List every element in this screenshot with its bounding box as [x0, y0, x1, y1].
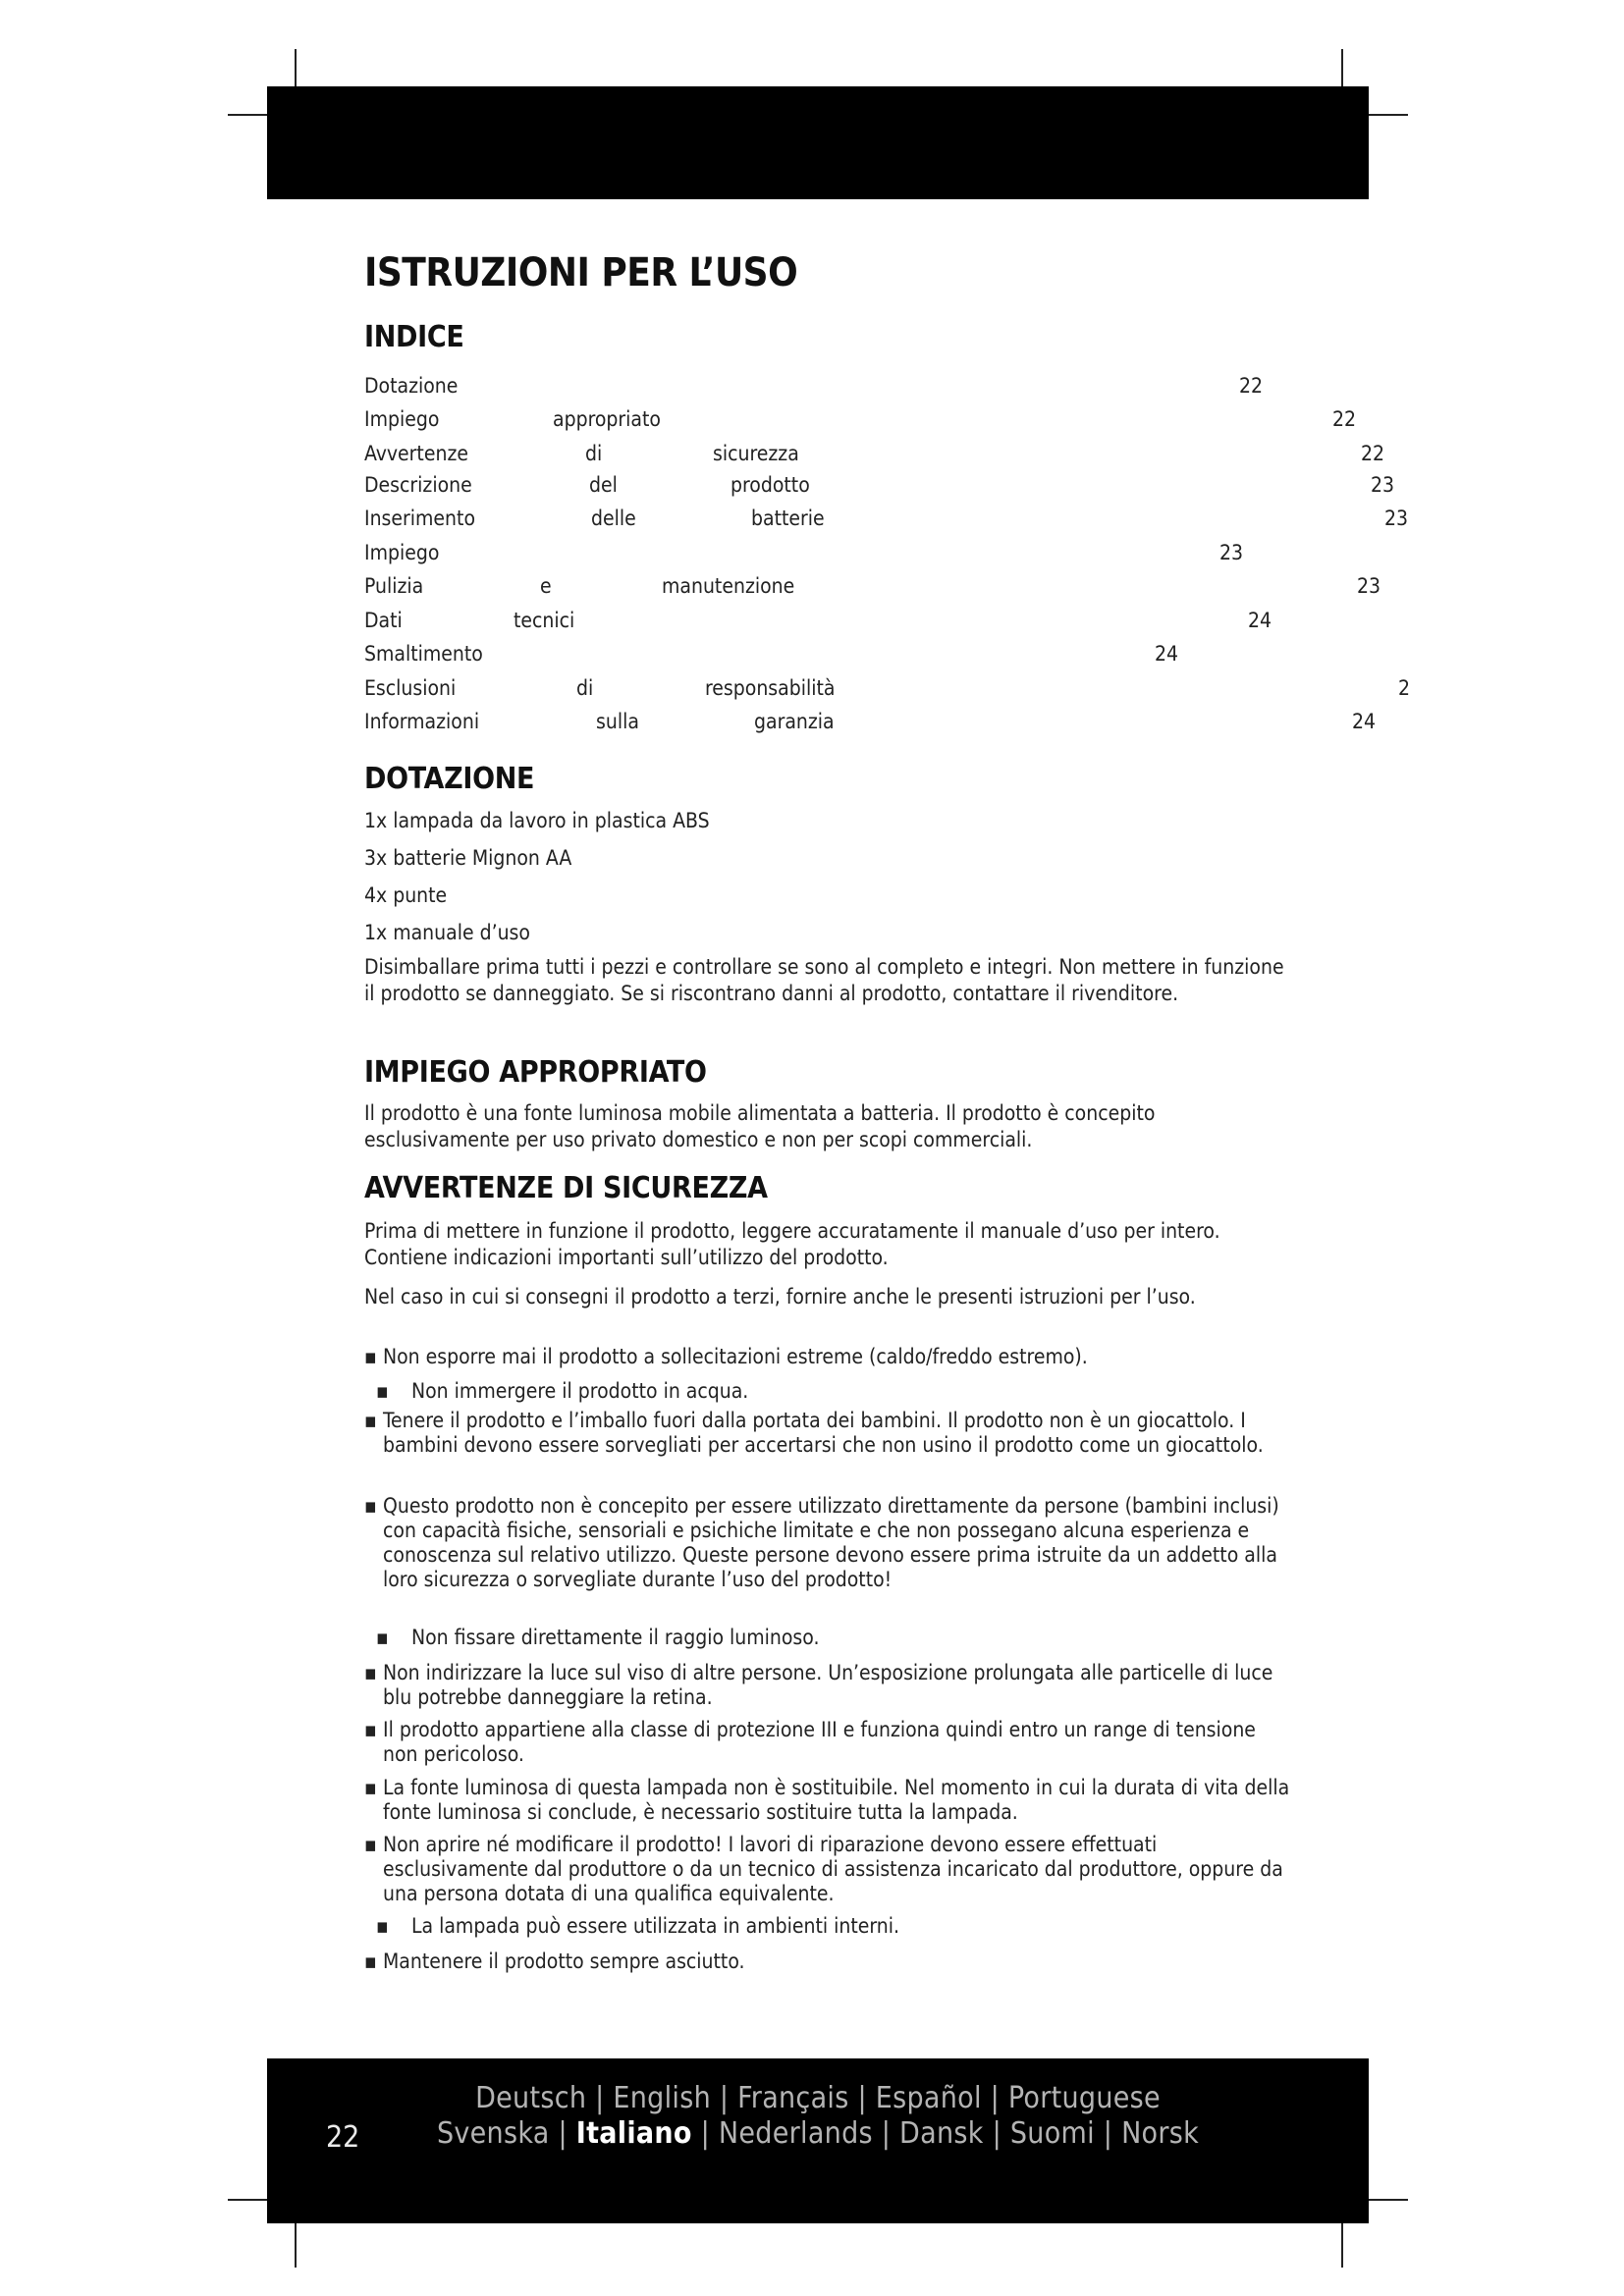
toc-label: Dati — [364, 609, 403, 632]
list-item — [376, 1379, 1295, 1404]
impiego-heading: IMPIEGO APPROPRIATO — [364, 1055, 707, 1090]
language-link-svenska[interactable]: Svenska — [436, 2116, 550, 2151]
toc-page: 22 — [1239, 374, 1264, 398]
toc-label: delle — [591, 507, 636, 530]
toc-row-dati-tecnici[interactable] — [0, 609, 1624, 638]
toc-page: 24 — [1352, 710, 1377, 733]
toc-row-descrizione[interactable] — [0, 473, 1624, 503]
bullet: ▪ — [376, 1379, 389, 1403]
list-item-text: Non immergere il prodotto in acqua. — [411, 1379, 749, 1403]
bullet: ▪ — [376, 1626, 389, 1649]
list-item — [364, 1345, 1296, 1369]
list-item — [364, 1949, 1296, 1974]
list-item: 1x lampada da lavoro in plastica ABS — [364, 809, 710, 832]
language-link-deutsch[interactable]: Deutsch — [475, 2081, 587, 2115]
toc-label: Dotazione — [364, 374, 459, 398]
list-item-text: Non fissare direttamente il raggio luminoso. — [411, 1626, 820, 1649]
toc-page: 24 — [1155, 642, 1179, 666]
list-item — [364, 1409, 1296, 1458]
list-item-text: Il prodotto appartiene alla classe di protezione III e funziona quindi entro un range di tensione non pericoloso. — [383, 1718, 1256, 1766]
language-link-suomi[interactable]: Suomi — [1009, 2116, 1095, 2151]
toc-page: 23 — [1357, 574, 1381, 598]
toc-page: 23 — [1384, 507, 1409, 530]
language-link-english[interactable]: English — [613, 2081, 711, 2115]
language-link-francais[interactable]: Français — [737, 2081, 849, 2115]
language-switcher-row-1 — [267, 2081, 1369, 2115]
sicurezza-paragraph: Prima di mettere in funzione il prodotto, leggere accuratamente il manuale d’uso per intero. Contiene indicazioni importanti sull’utilizzo del prodotto. — [364, 1219, 1220, 1269]
toc-label: prodotto — [731, 473, 810, 497]
language-separator: | — [595, 2081, 605, 2115]
toc-label: Impiego — [364, 541, 440, 564]
toc-label: di — [576, 676, 594, 700]
bullet: ▪ — [364, 1409, 377, 1432]
toc-row-avvertenze[interactable] — [0, 442, 1624, 471]
list-item: 1x manuale d’uso — [364, 921, 530, 944]
sicurezza-heading: AVVERTENZE DI SICUREZZA — [364, 1171, 768, 1205]
language-current-italiano[interactable]: Italiano — [575, 2116, 692, 2151]
toc-label: Inserimento — [364, 507, 475, 530]
bullet: ▪ — [364, 1949, 377, 1973]
toc-label: tecnici — [514, 609, 575, 632]
toc-label: Informazioni — [364, 710, 480, 733]
toc-label: sulla — [596, 710, 639, 733]
list-item — [364, 1661, 1296, 1710]
list-item-text: Tenere il prodotto e l’imballo fuori dalla portata dei bambini. Il prodotto non è un giocattolo. I bambini devono essere sorvegliati per accertarsi che non usino il prodotto come un giocattolo. — [383, 1409, 1264, 1457]
toc-label: Descrizione — [364, 473, 472, 497]
toc-row-esclusioni[interactable] — [0, 676, 1624, 706]
toc-row-dotazione[interactable] — [0, 374, 1624, 403]
toc-label: del — [589, 473, 618, 497]
language-link-espanol[interactable]: Español — [875, 2081, 982, 2115]
bullet: ▪ — [376, 1914, 389, 1938]
crop-mark — [1341, 2220, 1343, 2268]
toc-label: manutenzione — [662, 574, 795, 598]
toc-label: Esclusioni — [364, 676, 457, 700]
language-separator: | — [881, 2116, 892, 2151]
toc-label: garanzia — [754, 710, 835, 733]
toc-heading: INDICE — [364, 320, 464, 354]
language-link-dansk[interactable]: Dansk — [899, 2116, 984, 2151]
list-item — [364, 1833, 1296, 1906]
list-item-text: La lampada può essere utilizzata in ambienti interni. — [411, 1914, 899, 1938]
language-separator: | — [558, 2116, 568, 2151]
bullet: ▪ — [364, 1833, 377, 1856]
toc-label: responsabilità — [705, 676, 836, 700]
list-item — [364, 1494, 1296, 1592]
language-link-nederlands[interactable]: Nederlands — [718, 2116, 873, 2151]
language-separator: | — [1103, 2116, 1113, 2151]
toc-page: 24 — [1248, 609, 1272, 632]
language-separator: | — [992, 2116, 1001, 2151]
toc-page: 22 — [1361, 442, 1385, 465]
language-separator: | — [700, 2116, 711, 2151]
list-item: 3x batterie Mignon AA — [364, 846, 572, 870]
toc-label: di — [585, 442, 603, 465]
toc-page: 23 — [1371, 473, 1395, 497]
language-link-portuguese[interactable]: Portuguese — [1007, 2081, 1161, 2115]
bullet: ▪ — [364, 1661, 377, 1684]
toc-row-pulizia[interactable] — [0, 574, 1624, 604]
list-item-text: Non aprire né modificare il prodotto! I lavori di riparazione devono essere effettuati esclusivamente dal produttore o da un tecnico di assistenza incaricato dal produttore, oppure da una persona dotata di una qualifica equivalente. — [383, 1833, 1283, 1905]
list-item — [376, 1914, 1295, 1939]
language-separator: | — [990, 2081, 1001, 2115]
toc-label: appropriato — [553, 407, 661, 431]
sicurezza-paragraph: Nel caso in cui si consegni il prodotto a terzi, fornire anche le presenti istruzioni per l’uso. — [364, 1285, 1196, 1308]
list-item — [364, 1776, 1296, 1825]
list-item-text: La fonte luminosa di questa lampada non è sostituibile. Nel momento in cui la durata di vita della fonte luminosa si conclude, è necessario sostituire tutta la lampada. — [383, 1776, 1290, 1824]
toc-label: Avvertenze — [364, 442, 468, 465]
toc-row-impiego[interactable] — [0, 541, 1624, 570]
list-item: 4x punte — [364, 883, 448, 907]
toc-row-inserimento[interactable] — [0, 507, 1624, 536]
bullet: ▪ — [364, 1718, 377, 1741]
toc-row-impiego-appropriato[interactable] — [0, 407, 1624, 437]
toc-page: 22 — [1332, 407, 1357, 431]
language-separator: | — [719, 2081, 730, 2115]
list-item-text: Questo prodotto non è concepito per essere utilizzato direttamente da persone (bambini inclusi) con capacità fisiche, sensoriali e psichiche limitate e che non possegano alcuna esperienza e conoscenza sul relativo utilizzo. Queste persone devono essere prima istruite da un addetto alla loro sicurezza o sorvegliate durante l’uso del prodotto! — [383, 1494, 1279, 1591]
language-switcher-row-2 — [267, 2116, 1369, 2151]
bullet: ▪ — [364, 1494, 377, 1518]
list-item — [364, 1718, 1296, 1767]
impiego-paragraph: Il prodotto è una fonte luminosa mobile alimentata a batteria. Il prodotto è concepito esclusivamente per uso privato domestico e non per scopi commerciali. — [364, 1101, 1156, 1151]
bullet: ▪ — [364, 1345, 377, 1368]
toc-page: 2 — [1398, 676, 1411, 700]
list-item-text: Non indirizzare la luce sul viso di altre persone. Un’esposizione prolungata alle particelle di luce blu potrebbe danneggiare la retina. — [383, 1661, 1273, 1709]
dotazione-paragraph: Disimballare prima tutti i pezzi e controllare se sono al completo e integri. Non mettere in funzione il prodotto se danneggiato. Se si riscontrano danni al prodotto, contattare il rivenditore. — [364, 955, 1284, 1005]
toc-label: Pulizia — [364, 574, 424, 598]
header-band — [267, 86, 1369, 199]
toc-label: Impiego — [364, 407, 440, 431]
language-separator: | — [857, 2081, 867, 2115]
dotazione-heading: DOTAZIONE — [364, 762, 535, 796]
document-title: ISTRUZIONI PER L’USO — [364, 250, 798, 295]
toc-page: 23 — [1219, 541, 1244, 564]
toc-row-smaltimento[interactable] — [0, 642, 1624, 671]
crop-mark — [295, 2220, 297, 2268]
toc-label: Smaltimento — [364, 642, 483, 666]
page-number: 22 — [326, 2120, 360, 2155]
toc-label: sicurezza — [713, 442, 799, 465]
list-item — [376, 1626, 1295, 1650]
language-link-norsk[interactable]: Norsk — [1121, 2116, 1200, 2151]
toc-label: e — [540, 574, 552, 598]
bullet: ▪ — [364, 1776, 377, 1799]
toc-label: batterie — [751, 507, 825, 530]
list-item-text: Mantenere il prodotto sempre asciutto. — [383, 1949, 745, 1973]
toc-row-garanzia[interactable] — [0, 710, 1624, 739]
list-item-text: Non esporre mai il prodotto a sollecitazioni estreme (caldo/freddo estremo). — [383, 1345, 1088, 1368]
